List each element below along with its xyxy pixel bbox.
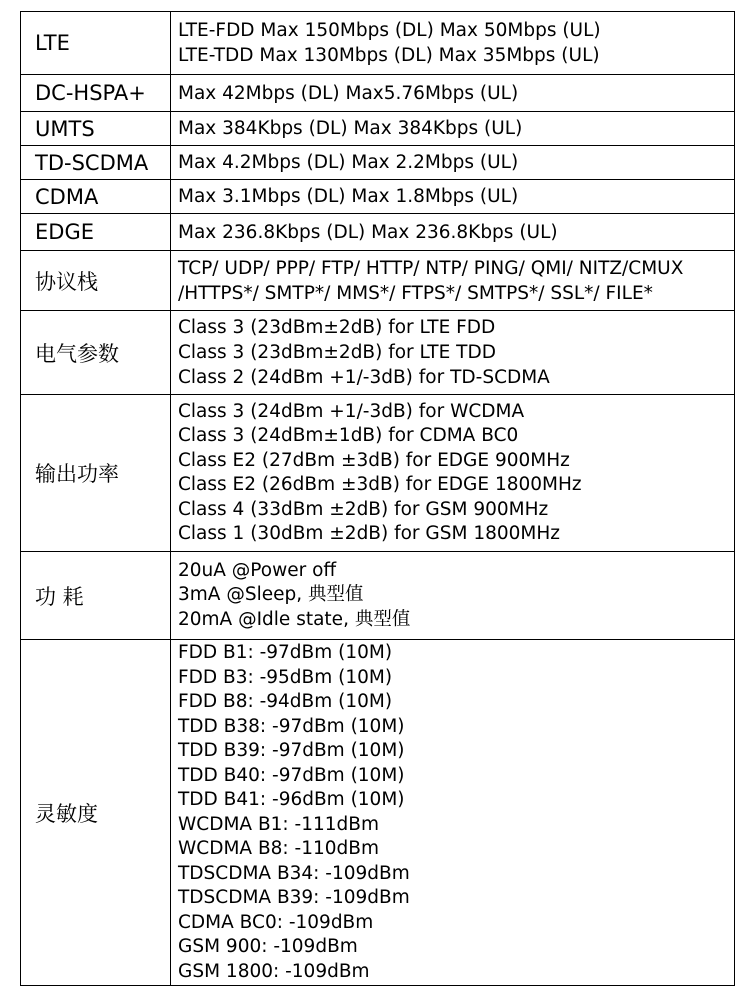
value-td-scdma [171,146,735,180]
row-umts [21,112,735,146]
row-td-scdma [21,146,735,180]
value-line: Class 2 (24dBm +1/-3dB) for TD-SCDMA [178,367,550,388]
value-dc-hspa [171,75,735,112]
value-sensitivity [171,640,735,986]
value-line: TDSCDMA B34: -109dBm [178,862,410,884]
label-sensitivity: 灵敏度 [21,640,171,986]
value-line: Max 42Mbps (DL) Max5.76Mbps (UL) [178,82,519,104]
value-edge [171,214,735,251]
label-cdma: CDMA [21,180,171,214]
row-protocol-stack [21,251,735,311]
value-line: TCP/ UDP/ PPP/ FTP/ HTTP/ NTP/ PING/ QMI/ NITZ/CMUX [178,257,684,279]
label-umts: UMTS [21,112,171,146]
row-lte [21,12,735,75]
value-output-power [171,395,735,552]
value-cdma [171,180,735,214]
value-line: TDD B41: -96dBm (10M) [178,789,405,810]
value-protocol-stack [171,251,735,311]
label-power-consumption: 功 耗 [21,552,171,640]
value-electrical [171,311,735,395]
value-umts [171,112,735,146]
value-power-consumption [171,552,735,640]
row-output-power [21,395,735,552]
value-line: Class E2 (26dBm ±3dB) for EDGE 1800MHz [178,474,582,495]
label-td-scdma: TD-SCDMA [21,146,171,180]
value-line: FDD B3: -95dBm (10M) [178,666,393,688]
value-line: Max 4.2Mbps (DL) Max 2.2Mbps (UL) [178,152,519,173]
value-lte [171,12,735,75]
row-electrical [21,311,735,395]
label-electrical: 电气参数 [21,311,171,395]
spec-table [20,11,735,986]
value-line: LTE-FDD Max 150Mbps (DL) Max 50Mbps (UL) [178,20,601,41]
value-line: Class 3 (23dBm±2dB) for LTE TDD [178,342,496,363]
value-line: Max 384Kbps (DL) Max 384Kbps (UL) [178,118,523,139]
row-edge [21,214,735,251]
label-dc-hspa: DC-HSPA+ [21,75,171,112]
value-line: Max 3.1Mbps (DL) Max 1.8Mbps (UL) [178,186,519,207]
value-line: 3mA @Sleep, 典型值 [178,584,364,606]
row-sensitivity [21,640,735,986]
value-line: Class 3 (24dBm±1dB) for CDMA BC0 [178,425,519,446]
value-line: Class E2 (27dBm ±3dB) for EDGE 900MHz [178,449,570,471]
label-edge: EDGE [21,214,171,251]
value-line: TDD B38: -97dBm (10M) [178,715,405,737]
value-line: Class 3 (24dBm +1/-3dB) for WCDMA [178,400,525,422]
row-dc-hspa [21,75,735,112]
value-line: GSM 900: -109dBm [178,936,358,957]
value-line: TDD B39: -97dBm (10M) [178,740,405,761]
value-line: 20mA @Idle state, 典型值 [178,608,411,630]
value-line: Class 1 (30dBm ±2dB) for GSM 1800MHz [178,523,561,544]
value-line: TDSCDMA B39: -109dBm [178,887,410,908]
label-output-power: 输出功率 [21,395,171,552]
row-power-consumption [21,552,735,640]
label-protocol-stack: 协议栈 [21,251,171,311]
row-cdma [21,180,735,214]
value-line: 20uA @Power off [178,559,337,581]
value-line: Class 3 (23dBm±2dB) for LTE FDD [178,317,496,338]
value-line: GSM 1800: -109dBm [178,960,370,982]
label-lte: LTE [21,12,171,75]
value-line: FDD B8: -94dBm (10M) [178,691,393,712]
value-line: LTE-TDD Max 130Mbps (DL) Max 35Mbps (UL) [178,45,600,66]
value-line: /HTTPS*/ SMTP*/ MMS*/ FTPS*/ SMTPS*/ SSL*/ FILE* [178,282,653,304]
value-line: CDMA BC0: -109dBm [178,911,374,933]
value-line: WCDMA B1: -111dBm [178,813,379,835]
value-line: WCDMA B8: -110dBm [178,838,379,859]
value-line: Class 4 (33dBm ±2dB) for GSM 900MHz [178,498,549,520]
value-line: TDD B40: -97dBm (10M) [178,764,405,786]
value-line: Max 236.8Kbps (DL) Max 236.8Kbps (UL) [178,221,558,243]
value-line: FDD B1: -97dBm (10M) [178,642,393,663]
